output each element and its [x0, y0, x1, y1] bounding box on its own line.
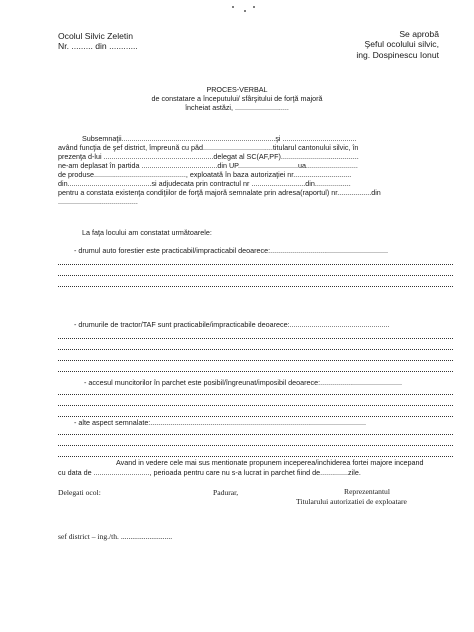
document-subtitle: de constatare a începutului/ sfârşitului de forţă majoră	[151, 94, 323, 103]
fill-line	[58, 275, 453, 276]
fill-line	[58, 360, 453, 361]
conclusion-line: cu data de ............................, perioada pentru care nu s-a lucrat in parchet fiind de..............zile.	[58, 468, 361, 477]
intro-line: Subsemnaţii.............................................................................şi .....................................	[82, 134, 357, 143]
fill-line	[58, 416, 453, 417]
signature-representative: Reprezentantul	[344, 487, 390, 496]
intro-line: ........................................	[58, 197, 138, 206]
fill-line	[58, 264, 453, 265]
fill-line	[58, 394, 453, 395]
scan-speck	[244, 10, 246, 12]
fill-line	[58, 286, 453, 287]
finding-item-forest-road: - drumul auto forestier este practicabil/impracticabil deoarece:...........................................................	[74, 246, 388, 255]
fill-line	[58, 405, 453, 406]
conclusion-line: Avand in vedere cele mai sus mentionate propunem inceperea/inchiderea fortei majore incepand	[116, 458, 424, 467]
findings-heading: La faţa locului am constatat următoarele:	[82, 228, 212, 237]
signature-delegates: Delegati ocol:	[58, 488, 101, 497]
intro-line: prezenţa d-lui .......................................................delegat al SC(AF,PF).......................................	[58, 152, 359, 161]
fill-line	[58, 445, 453, 446]
fill-line	[58, 371, 453, 372]
intro-line: de produse.............................................., exploatată în baza autorizaţiei nr.............................	[58, 170, 352, 179]
fill-line	[58, 434, 453, 435]
registration-number: Nr. ......... din ............	[58, 41, 138, 51]
fill-line	[58, 338, 453, 339]
signature-district-chief: sef district – ing./th. ...........................	[58, 532, 173, 541]
scan-speck	[253, 6, 255, 8]
chief-name: ing. Dospinescu Ionut	[356, 50, 439, 60]
finding-item-other-aspects: - alte aspect semnalate:............................................................................................................	[74, 418, 366, 427]
document-title: PROCES-VERBAL	[206, 85, 268, 94]
chief-title: Şeful ocolului silvic,	[364, 39, 439, 49]
intro-line: ne-am deplasat în partida ......................................din UP..............................ua..........................	[58, 161, 358, 170]
fill-line	[58, 349, 453, 350]
finding-item-worker-access: - accesul muncitorilor în parchet este posibil/îngreunat/imposibil deoarece:.........................................	[84, 378, 402, 387]
finding-item-tractor-roads: - drumurile de tractor/TAF sunt practicabile/impracticabile deoarece:..................................................	[74, 320, 390, 329]
scan-speck	[232, 6, 234, 8]
intro-line: pentru a constata existenţa condiţiilor de forţă majoră semnalate prin adresa(raportul) nr.................din	[58, 188, 381, 197]
approval-label: Se aprobă	[399, 29, 439, 39]
intro-line: având funcţia de şef district, împreună cu păd...................................titularul cantonului silvic, în	[58, 143, 359, 152]
signature-ranger: Padurar,	[213, 488, 239, 497]
intro-line: din..........................................si adjudecata prin contractul nr ...........................din..................	[58, 179, 351, 188]
fill-line	[58, 456, 453, 457]
office-name: Ocolul Silvic Zeletin	[58, 31, 133, 41]
signature-permit-holder: Titularului autorizatiei de exploatare	[296, 497, 407, 506]
document-date-line: încheiat astăzi, ...........................	[185, 103, 289, 112]
